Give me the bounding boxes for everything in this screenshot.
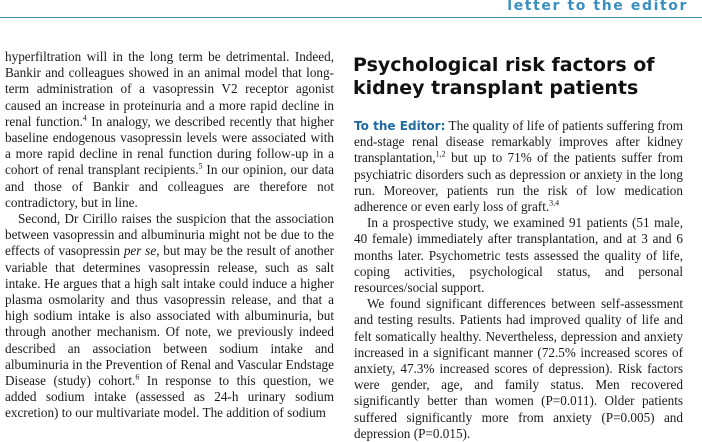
right-paragraph-2: In a prospective study, we examined 91 patients (51 male, 40 female) immediately after transplantation, and at 3 and 6 months later. Psychometric tests assessed the quality of life, coping activities, psychological status, and personal resources/social support. xyxy=(354,215,683,296)
article-title: Psychological risk factors of kidney transplant patients xyxy=(353,54,655,99)
citation: 5 xyxy=(198,162,203,172)
right-paragraph-3: We found significant differences between self-assessment and testing results. Patients had improved quality of life and felt somatically healthy. Nevertheless, depression and anxiety increased in a significant manner (72.5% increased scores of anxiety, 47.3% increased scores of depression). Risk factors were gender, age, and family status. Men recovered significantly better than women (P=0.011). Older patients suffered significantly more from anxiety (P=0.005) and depression (P=0.015). xyxy=(354,296,683,441)
text-run: hyperfiltration will in the long term be detrimental. Indeed, Bankir and colleagues showed in an animal model that long-term administration of a vasopressin V2 receptor agonist caused an increase in proteinuria and a more rapid decline in renal function. xyxy=(5,49,334,129)
citation: 3,4 xyxy=(549,198,560,208)
left-paragraph-1 xyxy=(5,49,334,211)
salutation: To the Editor: xyxy=(354,119,446,133)
left-column xyxy=(5,49,334,422)
left-paragraph-2 xyxy=(5,211,334,422)
text-run: but up to 71% of the patients suffer from psychiatric disorders such as depression or anxiety in the long run. Moreover, patients run the risk of low medication adherence or even early loss of graft. xyxy=(354,150,683,215)
text-run: The quality of life of patients suffering from end-stage renal disease remarkably improves after kidney transplantation, xyxy=(354,118,683,166)
text-run: In response to this question, we added sodium intake (assessed as 24-h urinary sodium excretion) to our multivariate model. The addition of sodium xyxy=(5,373,335,421)
right-paragraph-1 xyxy=(354,118,683,215)
section-header: letter to the editor xyxy=(507,0,688,14)
right-column xyxy=(354,118,683,442)
header-rule xyxy=(0,17,702,18)
text-run: Second, Dr Cirillo raises the suspicion that the association between vasopressin and albuminuria might not be due to the effects of vasopressin xyxy=(5,211,334,259)
text-run: In analogy, we described recently that higher baseline endogenous vasopressin levels were associated with a more rapid decline in renal function during follow-up in a cohort of renal transplant recipients. xyxy=(5,113,334,178)
citation: 1,2 xyxy=(435,150,446,160)
text-run: In our opinion, our data and those of Bankir and colleagues are therefore not contradictory, but in line. xyxy=(5,162,335,210)
text-run: , but may be the result of another variable that determines vasopressin release, such as salt intake. He argues that a high salt intake could induce a higher plasma osmolarity and thus vasopressin release, and that a high sodium intake is also associated with albuminuria, but through another mechanism. Of note, we previously indeed described an association between sodium intake and albuminuria in the Prevention of Renal and Vascular Endstage Disease (study) cohort. xyxy=(5,243,334,389)
citation: 6 xyxy=(135,372,140,382)
italic-run: per se xyxy=(123,243,157,259)
citation: 4 xyxy=(82,113,87,123)
